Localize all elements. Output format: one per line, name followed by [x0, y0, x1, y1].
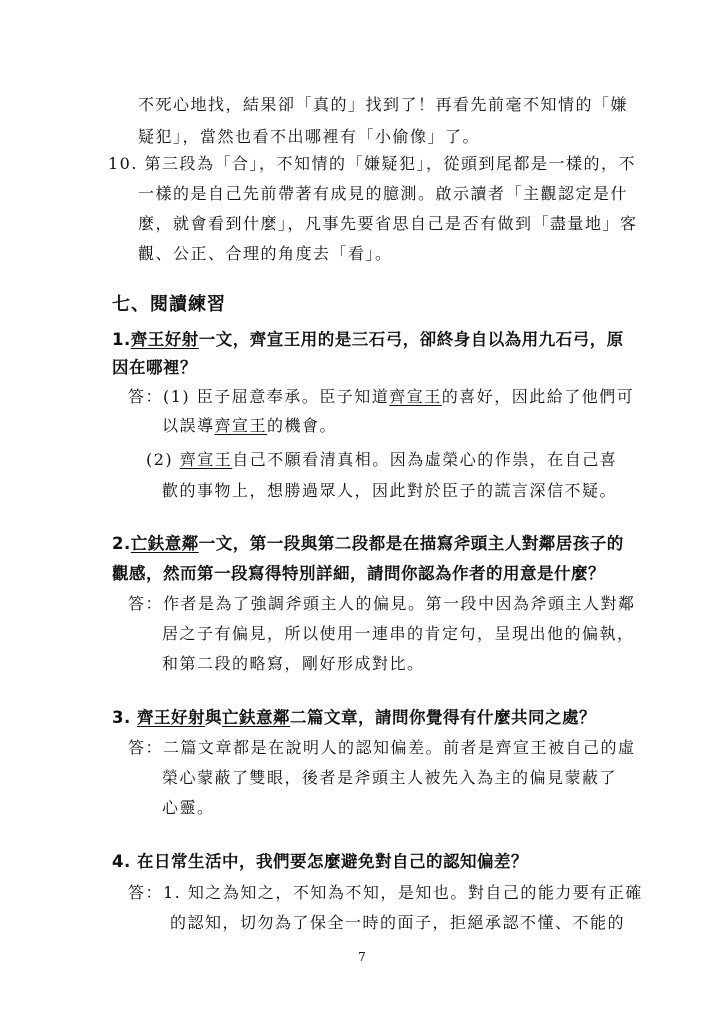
name-underlined: 齊宣王 [389, 387, 442, 406]
answer-2-line: 和第二段的略寫，剛好形成對比。 [162, 654, 425, 673]
answer-1-line: 答：(1) 臣子屈意奉承。臣子知道齊宣王的喜好，因此給了他們可 [128, 387, 635, 406]
question-text: 二篇文章，請問你覺得有什麼共同之處？ [290, 708, 596, 727]
answer-3-line: 榮心蒙蔽了雙眼，後者是斧頭主人被先入為主的偏見蒙蔽了 [162, 768, 618, 787]
question-4: 4. 在日常生活中，我們要怎麼避免對自己的認知偏差？ [112, 852, 528, 871]
answer-2-line: 居之子有偏見，所以使用一連串的肯定句，呈現出他的偏執， [162, 624, 635, 643]
name-underlined: 齊宣王 [214, 416, 268, 435]
answer-1-line: 以誤導齊宣王的機會。 [162, 416, 338, 435]
section-heading: 七、閱讀練習 [112, 294, 226, 315]
list-item-10: 10. 第三段為「合」，不知情的「嫌疑犯」，從頭到尾都是一樣的，不 [108, 154, 637, 173]
paragraph-line: 不死心地找，結果卻「真的」找到了！再看先前毫不知情的「嫌 [138, 95, 629, 114]
article-title: 亡鈇意鄰 [222, 708, 290, 727]
paragraph-line: 麼，就會看到什麼」，凡事先要省思自己是否有做到「盡量地」客 [138, 214, 638, 233]
answer-4-line: 答：1. 知之為知之，不知為不知，是知也。對自己的能力要有正確 [128, 883, 643, 902]
question-2 [112, 533, 624, 555]
paragraph-line: 疑犯」，當然也看不出哪裡有「小偷像」了。 [138, 127, 481, 146]
page-number: 7 [358, 950, 366, 964]
question-text: 一文，第一段與第二段都是在描寫斧頭主人對鄰居孩子的 [198, 534, 624, 553]
name-underlined: 齊宣王 [179, 450, 233, 469]
question-2-line-2: 觀感，然而第一段寫得特別詳細，請問你認為作者的用意是什麼？ [112, 564, 605, 583]
article-title: 齊王好射 [130, 330, 199, 349]
question-number: 2. [112, 534, 131, 553]
paragraph-line: 一樣的是自己先前帶著有成見的臆測。啟示讀者「主觀認定是什 [138, 184, 629, 203]
answer-4-line: 的認知，切勿為了保全一時的面子，拒絕承認不懂、不能的 [170, 913, 626, 932]
question-text: 一文，齊宣王用的是三石弓，卻終身自以為用九石弓，原 [198, 330, 624, 349]
paragraph-line: 觀、公正、合理的角度去「看」。 [138, 244, 393, 263]
question-number: 1. [112, 330, 131, 349]
article-title: 齊王好射 [137, 708, 205, 727]
question-1 [112, 329, 624, 351]
question-3: 3. 齊王好射與亡鈇意鄰二篇文章，請問你覺得有什麼共同之處？ [112, 708, 596, 727]
answer-1-line: 歡的事物上，想勝過眾人，因此對於臣子的謊言深信不疑。 [162, 481, 618, 500]
question-1-line-2: 因在哪裡？ [112, 358, 197, 377]
answer-2-line: 答：作者是為了強調斧頭主人的偏見。第一段中因為斧頭主人對鄰 [128, 594, 636, 613]
question-number: 3. [112, 708, 137, 727]
answer-1-line: (2) 齊宣王自己不願看清真相。因為虛榮心的作祟，在自己喜 [146, 450, 618, 469]
answer-3-line: 答：二篇文章都是在說明人的認知偏差。前者是齊宣王被自己的虛 [128, 738, 636, 757]
answer-3-line: 心靈。 [162, 798, 215, 817]
article-title: 亡鈇意鄰 [130, 534, 199, 553]
